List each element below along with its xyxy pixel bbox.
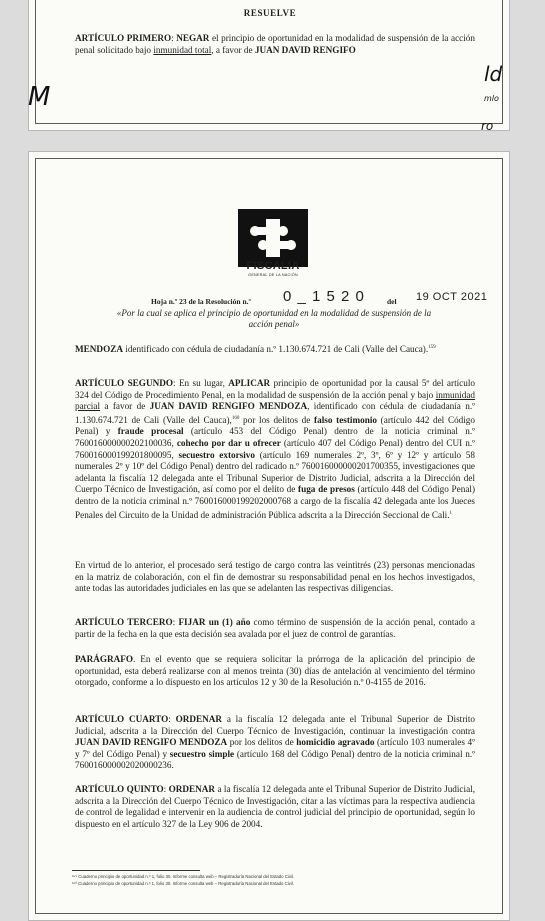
crime: falso testimonio (314, 414, 377, 425)
article-label: ARTÍCULO TERCERO (75, 617, 173, 627)
text: : En su lugar, (173, 378, 229, 388)
signature-left: M (28, 82, 51, 112)
paragrafo-label: PARÁGRAFO (75, 654, 134, 664)
text: (artículo 453 del Código Penal) dentro de la noticia criminal n.º 760016000000202100036, (75, 426, 475, 449)
sep: : (171, 33, 177, 43)
article-label: ARTÍCULO SEGUNDO (75, 378, 174, 388)
verb: APLICAR (228, 378, 271, 388)
article-cuarto (75, 714, 475, 772)
text: (artículo 103 numerales 4º y 7º del Código Penal) y (75, 737, 475, 759)
paragrafo (75, 654, 475, 689)
article-primero (75, 33, 475, 56)
text: a la fiscalía 12 delegada ante el Tribunal Superior de Distrito Judicial, adscrita a la Dirección del Cuerpo Técnico de Investigación, citar a las víctimas para la respectiva audiencia de control de legalidad e intervenir en la audiencia de control judicial del principio de oportunidad, según lo dispuesto en el artículo 327 de la Ley 906 de 2004. (75, 784, 475, 829)
text: (artículo 448 del Código Penal) dentro de la noticia criminal n.º 760016000199202000768 a cargo de la fiscalía 42 delegada ante los Jueces Penales del Circuito de la Unidad de administración Pública adscrita a la Dirección Seccional de Cali. (75, 484, 476, 520)
signature-right-bottom: ro (481, 119, 494, 133)
text: a la fiscalía 12 delegada ante el Tribunal Superior de Distrito Judicial, adscrita a la Dirección del Cuerpo Técnico de Investigación, continuar la investigación contra (75, 714, 475, 736)
verb: FIJAR (178, 617, 206, 627)
verb: ORDENAR (175, 714, 223, 724)
resolution-subtitle: «Por la cual se aplica el principio de oportunidad en la modalidad de suspensión de la acción penal» (116, 308, 432, 329)
logo-subtitle: GENERAL DE LA NACIÓN (248, 273, 298, 277)
paragraph-virtud: En virtud de lo anterior, el procesado será testigo de cargo contra las veintitrés (23) personas mencionadas en la matriz de colaboración, con el fin de demostrar su responsabilidad penal en los hechos investigados, ante todas las autoridades judiciales en las que se adelanten las respectivas diligencias. (75, 560, 475, 594)
del-label: del (387, 297, 397, 306)
footnote-ref: 160 (231, 415, 240, 421)
text: (artículo 169 numerales 2º, 3º, 6º y 12º y artículo 58 numerales 2º y 10º del Código Penal) dentro del radicado n.º 760016000000201700355, investigaciones que adelanta la fiscalía 12 delegada ante el Tribunal Superior de Distrito Judicial, adscrita a la Dirección del Cuerpo Técnico de Investigación, así como por el delito de (75, 449, 475, 495)
crime: fuga de presos (298, 484, 355, 495)
text: el principio de oportunidad en la modalidad de suspensión de la acción penal solicitado bajo (75, 33, 475, 55)
text: (artículo 407 del Código Penal) dentro del CUI n.º 760016000199201800095, (75, 438, 476, 460)
crime: homicidio agravado (296, 737, 375, 748)
resolution-date-stamp: 19 OCT 2021 (416, 291, 488, 303)
verb: NEGAR (176, 33, 210, 43)
logo-wordmark: FISCALIA (246, 260, 300, 272)
footnote-rule (72, 870, 200, 871)
text: por los delitos de (239, 414, 315, 425)
text: identificado con cédula de ciudadanía n.º 1.130.674.721 de Cali (Valle del Cauca). (122, 344, 429, 355)
text: por los delitos de (227, 737, 297, 748)
document-page-23 (28, 151, 510, 921)
signature-right-mid: mlo (484, 94, 499, 103)
article-quinto (75, 784, 475, 830)
text: (artículo 168 del Código Penal) dentro de la noticia criminal n.º 760016000002020000236. (75, 748, 475, 771)
underlined-term: inmunidad parcial (75, 389, 475, 412)
text: como término de suspensión de la acción penal, contado a partir de la fecha en la que esta decisión sea avalada por el juez de control de garantías. (75, 617, 475, 639)
signature-right-top: ld (484, 62, 503, 86)
article-label: ARTÍCULO CUARTO (75, 714, 169, 724)
page-reference: Hoja n.º 23 de la Resolución n.º (151, 297, 251, 306)
resolution-number: 0 _ 1 5 2 0 (283, 288, 365, 305)
underlined-term: inmunidad total (153, 44, 212, 55)
article-label: ARTÍCULO PRIMERO (75, 33, 172, 43)
term: un (1) año (208, 617, 251, 627)
resuelve-heading: RESUELVE (243, 8, 297, 18)
footnote-159: ¹⁵⁹ Cuaderno principio de oportunidad n.º 1, folio 30. Informe consulta web – Registraduría Nacional del Estado Civil. (72, 874, 295, 879)
article-tercero (75, 617, 475, 640)
sep: : (172, 617, 179, 627)
text: . En el evento que se requiera solicitar la prórroga de la aplicación del principio de oportunidad, esta deberá realizarse con al menos treinta (30) días de antelación al vencimiento del término otorgado, conforme a lo dispuesto en los artículos 12 y 30 de la Resolución n.º 0-4155 de 2016. (75, 654, 475, 688)
text: a favor de (100, 401, 150, 412)
footnote-ref: 159 (428, 345, 436, 350)
text: (artículo 442 del Código Penal) y (75, 414, 475, 437)
paragraph-mendoza (75, 342, 475, 356)
crime: fraude procesal (117, 426, 184, 437)
person-name: MENDOZA (75, 344, 123, 355)
crime: secuestro simple (169, 748, 235, 759)
footnote-ref: 1 (449, 510, 453, 516)
crime: cohecho por dar u ofrecer (176, 438, 281, 449)
person-name: JUAN DAVID RENGIFO (254, 44, 356, 55)
crime: secuestro extorsivo (178, 449, 255, 460)
footnote-160: ¹⁶⁰ Cuaderno principio de oportunidad n.º 1, folio 30. Informe consulta web – Registraduría Nacional del Estado Civil. (72, 881, 294, 886)
article-segundo (75, 378, 475, 521)
person-name: JUAN DAVID RENGIFO MENDOZA (149, 401, 308, 412)
article-label: ARTÍCULO QUINTO (75, 784, 164, 794)
text: , a favor de (211, 44, 255, 55)
sep: : (168, 714, 176, 724)
verb: ORDENAR (168, 784, 216, 794)
document-page-1 (28, 0, 510, 131)
text: principio de oportunidad por la causal 5ª del artículo 324 del Código de Procedimiento Penal, en la modalidad de suspensión de la acción penal y bajo (75, 378, 475, 400)
sep: : (163, 784, 169, 794)
text: , identificado con cédula de ciudadanía n.º 1.130.674.721 de Cali (Valle del Cauca), (75, 401, 475, 425)
person-name: JUAN DAVID RENGIFO MENDOZA (75, 737, 228, 748)
